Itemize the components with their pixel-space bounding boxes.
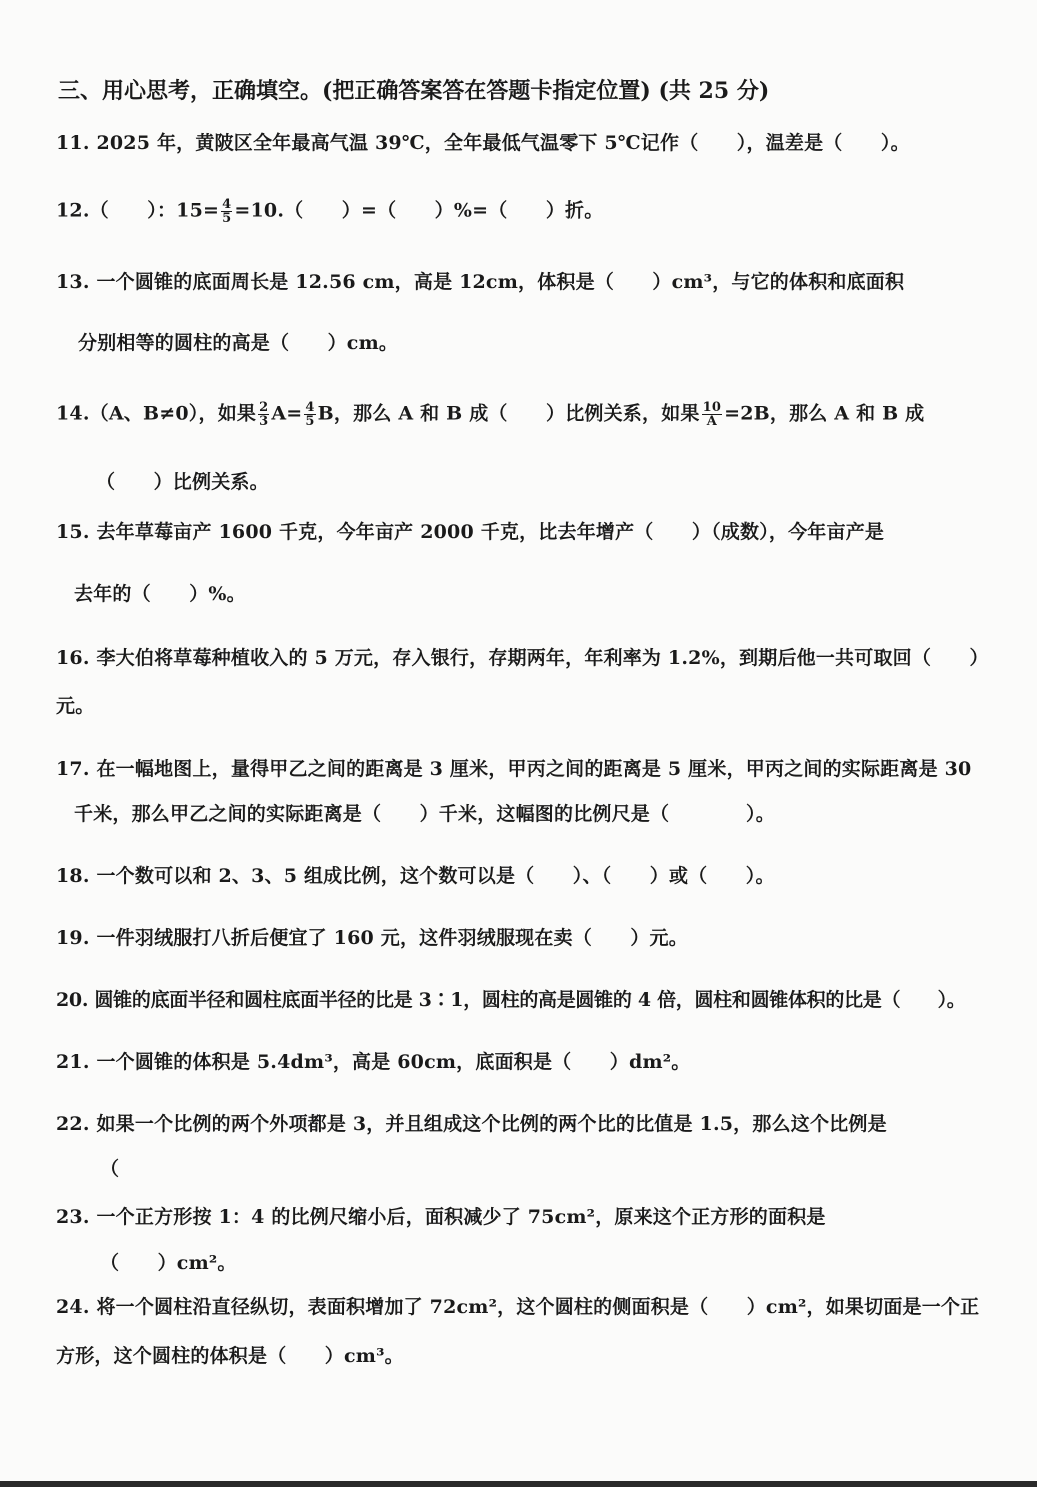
question-22-line-1: 22. 如果一个比例的两个外项都是 3，并且组成这个比例的两个比的比值是 1.5，那么这个比例是 — [56, 1113, 887, 1135]
fraction-4-5: $\frac{4}{5}$ — [222, 197, 232, 226]
fraction-2-3: $\frac{2}{3}$ — [259, 400, 269, 429]
question-12-part-a: 12.（ ）：15= — [56, 199, 220, 222]
section-title: 三、用心思考，正确填空。(把正确答案答在答题卡指定位置) (共 25 分) — [58, 78, 770, 104]
question-13-line-2: 分别相等的圆柱的高是（ ）cm。 — [78, 332, 399, 354]
question-23-line-1: 23. 一个正方形按 1：4 的比例尺缩小后，面积减少了 75cm²，原来这个正方形的面积是 — [56, 1206, 826, 1228]
question-24-line-1: 24. 将一个圆柱沿直径纵切，表面积增加了 72cm²，这个圆柱的侧面积是（ ）cm²，如果切面是一个正 — [56, 1296, 980, 1318]
question-16-line-2: 元。 — [56, 695, 95, 717]
question-21: 21. 一个圆锥的体积是 5.4dm³，高是 60cm，底面积是（ ）dm²。 — [56, 1051, 691, 1073]
question-20: 20. 圆锥的底面半径和圆柱底面半径的比是 3∶1，圆柱的高是圆锥的 4 倍，圆柱和圆锥体积的比是（ ）。 — [56, 989, 966, 1011]
question-22-line-2: （ — [100, 1158, 120, 1180]
question-17-line-1: 17. 在一幅地图上，量得甲乙之间的距离是 3 厘米，甲丙之间的距离是 5 厘米，甲丙之间的实际距离是 30 — [56, 758, 972, 780]
question-16-line-1: 16. 李大伯将草莓种植收入的 5 万元，存入银行，存期两年，年利率为 1.2%，到期后他一共可取回（ ） — [56, 647, 989, 669]
question-15-line-1: 15. 去年草莓亩产 1600 千克，今年亩产 2000 千克，比去年增产（ ）（成数），今年亩产是 — [56, 521, 885, 543]
question-14-line-1: 14.（A、B≠0），如果 $\frac{2}{3}$ A= $\frac{4}{5}$ B，那么 A 和 B 成（ ）比例关系，如果 $\frac{10}{A}$ =2B，那么 A 和 B 成 — [56, 400, 925, 429]
page-bottom-edge — [0, 1481, 1037, 1487]
question-24-line-2: 方形，这个圆柱的体积是（ ）cm³。 — [56, 1345, 404, 1367]
question-11: 11. 2025 年，黄陂区全年最高气温 39℃，全年最低气温零下 5℃记作（ ），温差是（ ）。 — [56, 132, 910, 154]
fraction-4-5-b: $\frac{4}{5}$ — [305, 400, 315, 429]
question-15-line-2: 去年的（ ）%。 — [74, 583, 246, 605]
question-14-line-2: （ ）比例关系。 — [96, 471, 269, 493]
question-23-line-2: （ ）cm²。 — [100, 1252, 237, 1274]
question-12-part-b: =10.（ ）=（ ）%=（ ）折。 — [234, 199, 604, 222]
question-18: 18. 一个数可以和 2、3、5 组成比例，这个数可以是（ ）、（ ）或（ ）。 — [56, 865, 775, 887]
question-19: 19. 一件羽绒服打八折后便宜了 160 元，这件羽绒服现在卖（ ）元。 — [56, 927, 688, 949]
fraction-10-a: $\frac{10}{A}$ — [702, 400, 722, 429]
question-12 — [56, 198, 603, 225]
question-13-line-1: 13. 一个圆锥的底面周长是 12.56 cm，高是 12cm，体积是（ ）cm³，与它的体积和底面积 — [56, 271, 905, 293]
question-17-line-2: 千米，那么甲乙之间的实际距离是（ ）千米，这幅图的比例尺是（ ）。 — [74, 803, 775, 825]
